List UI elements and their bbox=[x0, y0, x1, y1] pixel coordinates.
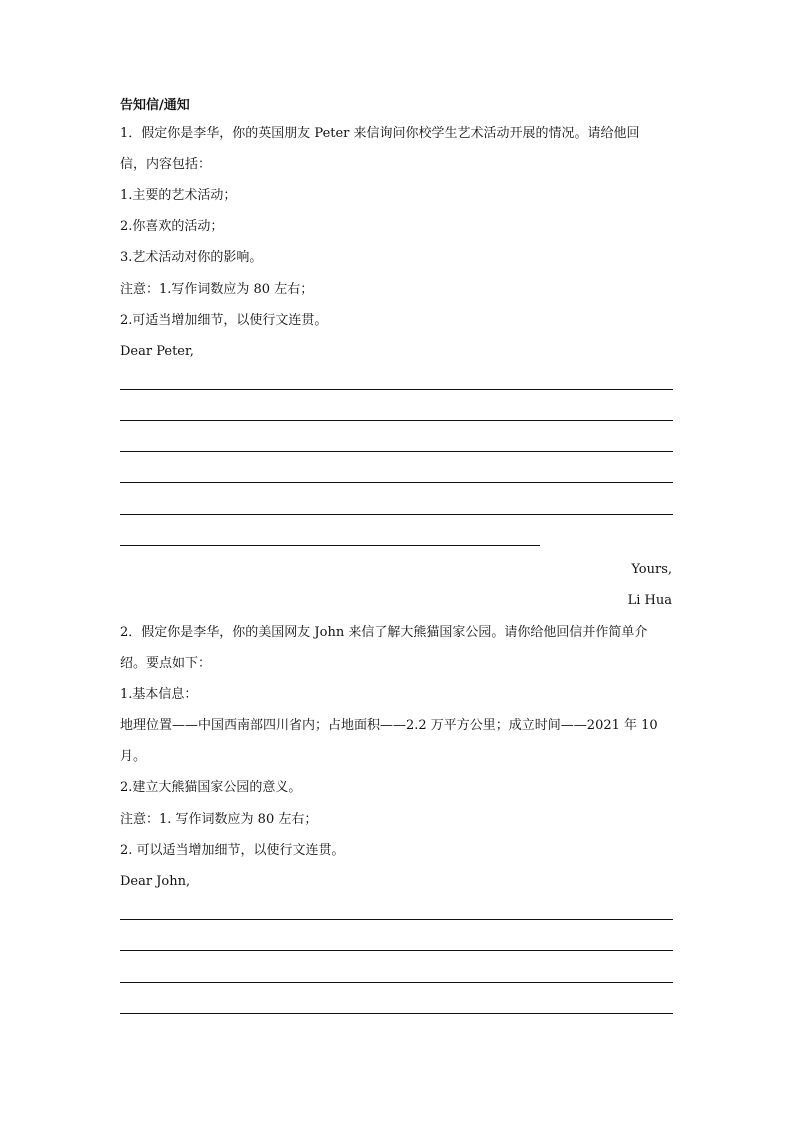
q1-signature: Li Hua bbox=[627, 593, 672, 608]
q1-prompt-line-1: 1．假定你是李华，你的英国朋友 Peter 来信询问你校学生艺术活动开展的情况。请给他回 bbox=[120, 126, 640, 141]
q1-answer-line[interactable] bbox=[120, 514, 673, 515]
q1-closing: Yours, bbox=[631, 562, 672, 577]
q1-answer-line[interactable] bbox=[120, 451, 673, 452]
q2-answer-line[interactable] bbox=[120, 982, 673, 983]
section-title: 告知信/通知 bbox=[120, 98, 190, 113]
q2-prompt-line-1: 2．假定你是李华，你的美国网友 John 来信了解大熊猫国家公园。请你给他回信并作简单介 bbox=[120, 625, 648, 640]
q2-answer-line[interactable] bbox=[120, 1013, 673, 1014]
q2-prompt-line-2: 绍。要点如下： bbox=[120, 656, 212, 671]
q1-answer-line[interactable] bbox=[120, 545, 540, 546]
q1-point-2: 2.你喜欢的活动； bbox=[120, 219, 224, 234]
q2-info-line-2: 月。 bbox=[120, 749, 147, 764]
q1-note-1: 注意：1.写作词数应为 80 左右； bbox=[120, 282, 314, 297]
q1-point-3: 3.艺术活动对你的影响。 bbox=[120, 250, 263, 265]
q2-note-2: 2. 可以适当增加细节，以使行文连贯。 bbox=[120, 843, 345, 858]
q2-answer-line[interactable] bbox=[120, 950, 673, 951]
q2-greeting: Dear John, bbox=[120, 874, 191, 889]
q2-point-1: 1.基本信息： bbox=[120, 687, 198, 702]
q2-answer-line[interactable] bbox=[120, 919, 673, 920]
q1-answer-line[interactable] bbox=[120, 482, 673, 483]
q1-prompt-line-2: 信，内容包括： bbox=[120, 157, 212, 172]
q1-greeting: Dear Peter, bbox=[120, 344, 194, 359]
q2-point-2: 2.建立大熊猫国家公园的意义。 bbox=[120, 780, 302, 795]
q2-info-line-1: 地理位置——中国西南部四川省内；占地面积——2.2 万平方公里；成立时间——2021 年 10 bbox=[120, 718, 658, 733]
q2-note-1: 注意：1. 写作词数应为 80 左右； bbox=[120, 812, 318, 827]
q1-answer-line[interactable] bbox=[120, 420, 673, 421]
q1-note-2: 2.可适当增加细节，以使行文连贯。 bbox=[120, 313, 328, 328]
q1-point-1: 1.主要的艺术活动； bbox=[120, 188, 237, 203]
q1-answer-line[interactable] bbox=[120, 389, 673, 390]
